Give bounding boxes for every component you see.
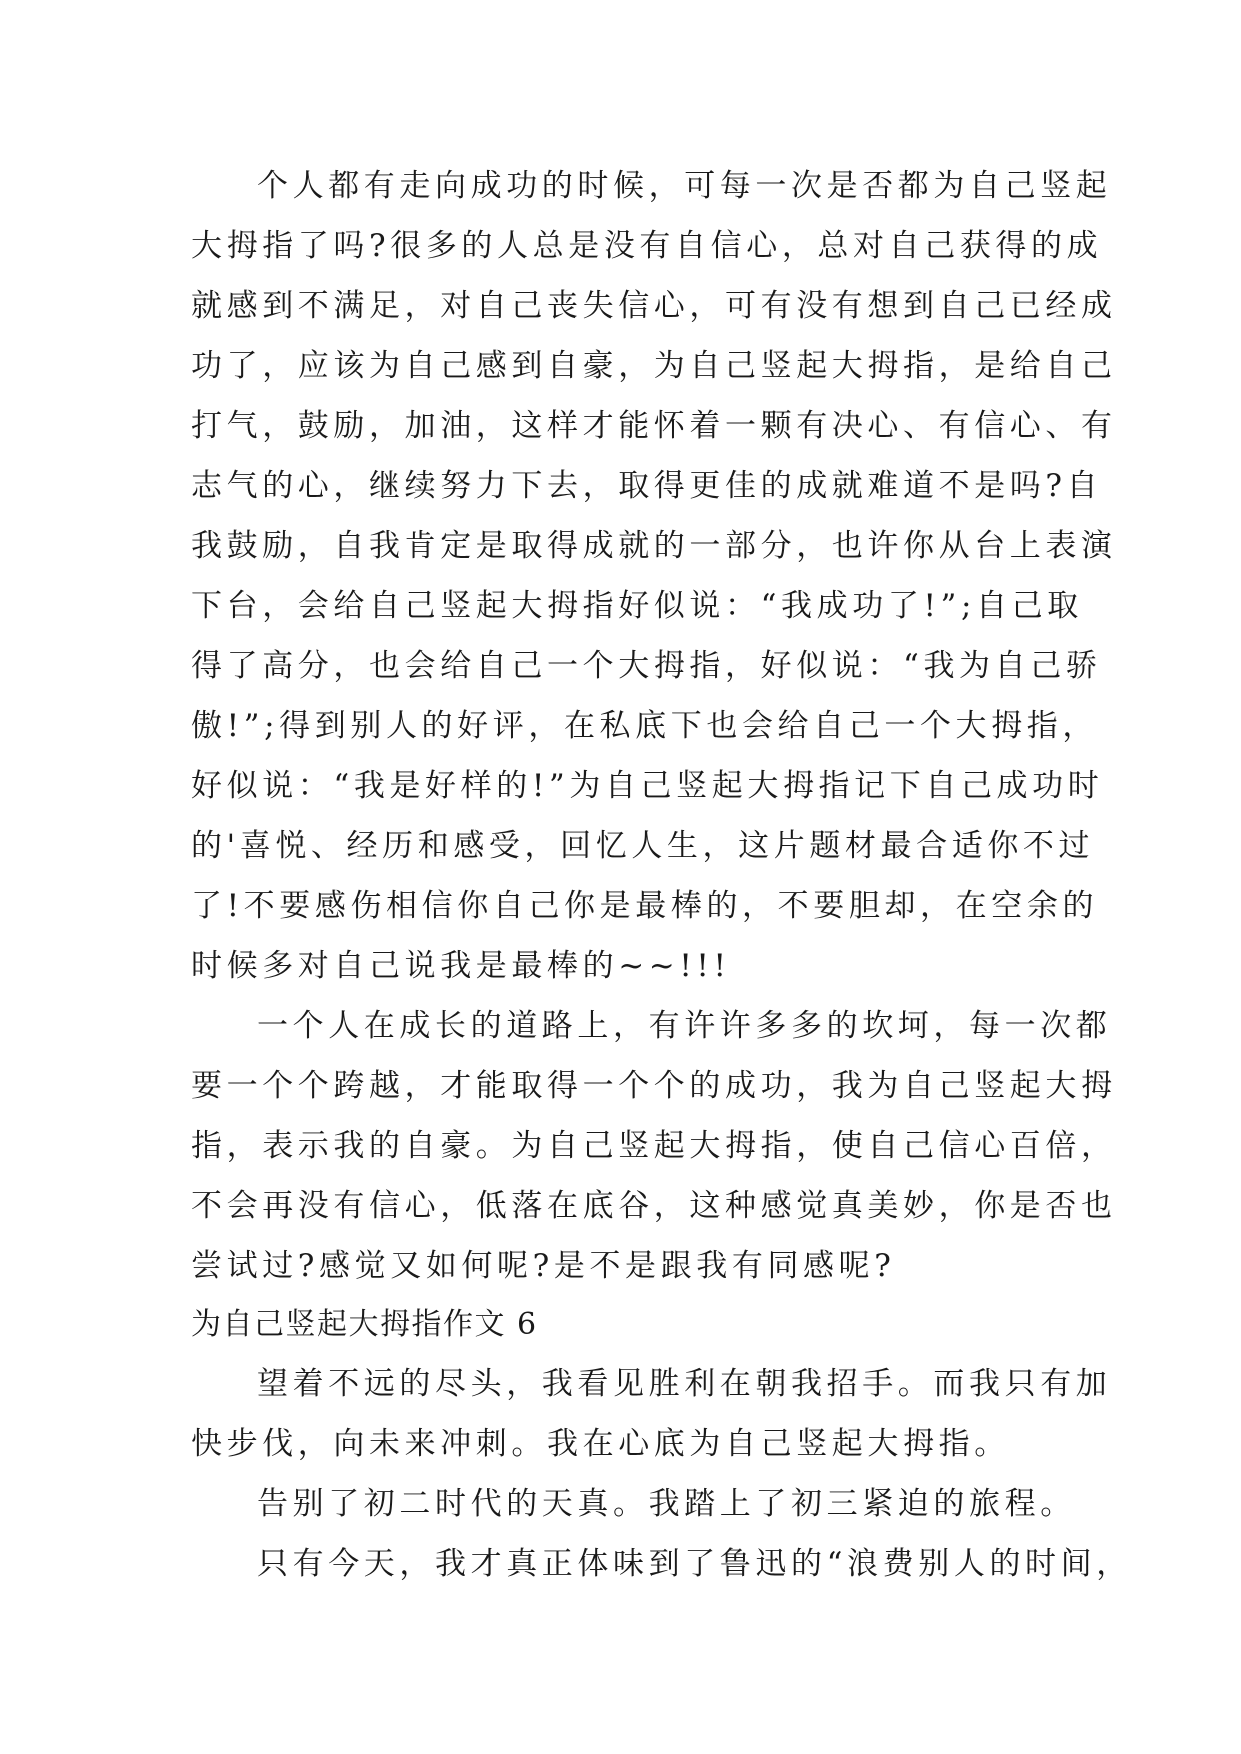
text-line: 大拇指了吗?很多的人总是没有自信心，总对自己获得的成 [191, 228, 1103, 264]
text-line: 快步伐，向未来冲刺。我在心底为自己竖起大拇指。 [191, 1426, 1010, 1462]
text-line: 了!不要感伤相信你自己你是最棒的，不要胆却，在空余的 [191, 888, 1099, 924]
text-line: 不会再没有信心，低落在底谷，这种感觉真美妙，你是否也 [191, 1188, 1117, 1224]
text-line: 尝试过?感觉又如何呢?是不是跟我有同感呢? [191, 1248, 896, 1284]
text-line: 功了，应该为自己感到自豪，为自己竖起大拇指，是给自己 [191, 348, 1117, 384]
text-line: 个人都有走向成功的时候，可每一次是否都为自己竖起 [257, 168, 1112, 204]
text-line: 得了高分，也会给自己一个大拇指，好似说：“我为自己骄 [191, 648, 1102, 684]
essay-section-1 [191, 156, 1117, 1296]
text-line: 的'喜悦、经历和感受，回忆人生，这片题材最合适你不过 [191, 828, 1095, 864]
text-line: 下台，会给自己竖起大拇指好似说：“我成功了!”;自己取 [191, 588, 1083, 624]
text-line: 傲!”;得到别人的好评，在私底下也会给自己一个大拇指， [191, 708, 1098, 744]
text-line: 好似说：“我是好样的!”为自己竖起大拇指记下自己成功时 [191, 768, 1104, 804]
text-line: 指，表示我的自豪。为自己竖起大拇指，使自己信心百倍， [191, 1128, 1117, 1164]
text-line: 告别了初二时代的天真。我踏上了初三紧迫的旅程。 [257, 1486, 1076, 1522]
text-line: 志气的心，继续努力下去，取得更佳的成就难道不是吗?自 [191, 468, 1103, 504]
text-line: 一个人在成长的道路上，有许许多多的坎坷，每一次都 [257, 1008, 1112, 1044]
text-line: 我鼓励，自我肯定是取得成就的一部分，也许你从台上表演 [191, 528, 1117, 564]
text-line: 要一个个跨越，才能取得一个个的成功，我为自己竖起大拇 [191, 1068, 1117, 1104]
text-line: 打气，鼓励，加油，这样才能怀着一颗有决心、有信心、有 [191, 408, 1117, 444]
text-line: 时候多对自己说我是最棒的~~!!! [191, 948, 731, 984]
text-line: 只有今天，我才真正体味到了鲁迅的“浪费别人的时间， [257, 1546, 1132, 1582]
essay-heading: 为自己竖起大拇指作文 6 [191, 1307, 538, 1342]
essay-section-2 [191, 1354, 1132, 1594]
text-line: 望着不远的尽头，我看见胜利在朝我招手。而我只有加 [257, 1366, 1112, 1402]
text-line: 就感到不满足，对自己丧失信心，可有没有想到自己已经成 [191, 288, 1117, 324]
document-page [191, 156, 1132, 1594]
